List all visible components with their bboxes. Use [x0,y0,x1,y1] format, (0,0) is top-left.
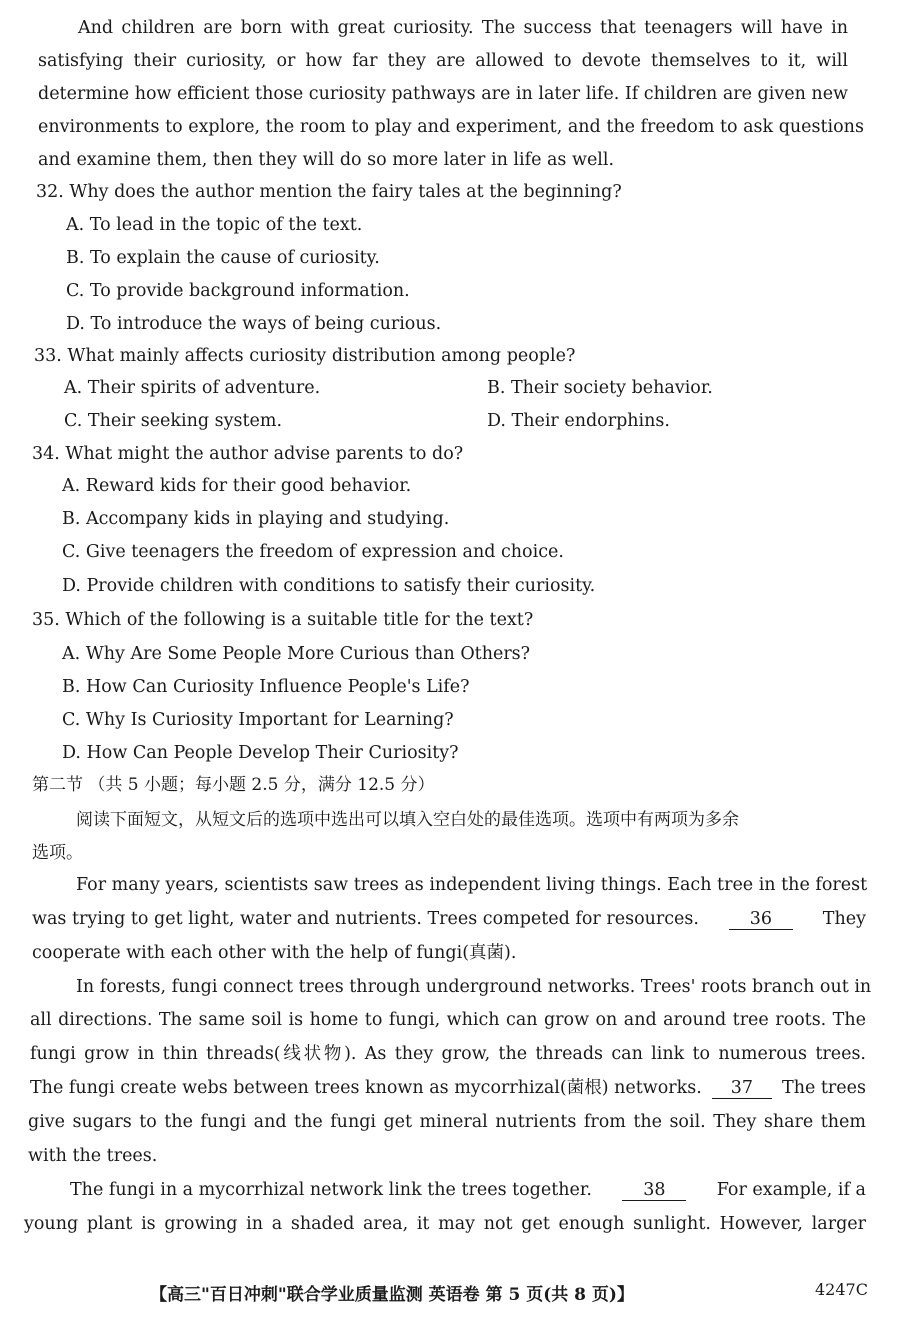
blank-38: 38 [622,1182,686,1201]
passage-line: environments to explore, the room to play and experiment, and the freedom to ask questions [38,117,864,137]
passage-line: cooperate with each other with the help of fungi(真菌). [32,943,517,963]
option-c: C. To provide background information. [66,281,410,301]
passage-line: give sugars to the fungi and the fungi get mineral nutrients from the soil. They share them [28,1112,866,1132]
passage-line: all directions. The same soil is home to fungi, which can grow on and around tree roots. The [30,1010,866,1030]
option-d: D. How Can People Develop Their Curiosity? [62,743,459,763]
option-a: A. Reward kids for their good behavior. [62,476,412,496]
text-segment: The trees [782,1078,866,1098]
passage-line [32,911,866,930]
option-b: B. Their society behavior. [487,378,713,398]
text-segment: They [822,909,866,929]
option-a: A. To lead in the topic of the text. [66,215,363,235]
question-stem: 34. What might the author advise parents to do? [32,444,464,464]
passage-line: young plant is growing in a shaded area, it may not get enough sunlight. However, larger [24,1214,866,1234]
option-b: B. How Can Curiosity Influence People's Life? [62,677,470,697]
question-stem: 35. Which of the following is a suitable title for the text? [32,610,534,630]
page-footer: 【高三"百日冲刺"联合学业质量监测 英语卷 第 5 页(共 8 页)】 [150,1285,634,1305]
text-segment: The fungi in a mycorrhizal network link the trees together. [70,1180,592,1200]
section-heading: 第二节 （共 5 小题；每小题 2.5 分，满分 12.5 分） [32,775,435,795]
question-stem: 33. What mainly affects curiosity distribution among people? [34,346,576,366]
passage-line: In forests, fungi connect trees through underground networks. Trees' roots branch out in [76,977,872,997]
passage-line: satisfying their curiosity, or how far they are allowed to devote themselves to it, will [38,51,848,71]
option-c: C. Their seeking system. [64,411,283,431]
option-d: D. Provide children with conditions to satisfy their curiosity. [62,576,596,596]
option-a: A. Why Are Some People More Curious than Others? [62,644,531,664]
passage-line: And children are born with great curiosity. The success that teenagers will have in [78,18,848,38]
blank-37: 37 [712,1080,772,1099]
option-c: C. Why Is Curiosity Important for Learning? [62,710,454,730]
passage-line [30,1080,866,1099]
option-a: A. Their spirits of adventure. [64,378,321,398]
passage-line: For many years, scientists saw trees as independent living things. Each tree in the forest [76,875,868,895]
passage-line [70,1182,866,1201]
section-instruction: 阅读下面短文，从短文后的选项中选出可以填入空白处的最佳选项。选项中有两项为多余 [76,810,739,830]
passage-line: with the trees. [28,1146,158,1166]
text-segment: The fungi create webs between trees known as mycorrhizal(菌根) networks. [30,1078,702,1098]
passage-line: and examine them, then they will do so more later in life as well. [38,150,615,170]
paper-code: 4247C [815,1280,868,1299]
passage-line: determine how efficient those curiosity pathways are in later life. If children are given new [38,84,849,104]
text-segment: For example, if a [716,1180,866,1200]
passage-line: fungi grow in thin threads(线状物). As they grow, the threads can link to numerous trees. [30,1044,866,1064]
option-c: C. Give teenagers the freedom of expression and choice. [62,542,564,562]
section-instruction: 选项。 [32,843,83,863]
option-b: B. To explain the cause of curiosity. [66,248,380,268]
question-stem: 32. Why does the author mention the fairy tales at the beginning? [36,182,622,202]
option-d: D. Their endorphins. [487,411,670,431]
text-segment: was trying to get light, water and nutrients. Trees competed for resources. [32,909,699,929]
blank-36: 36 [729,911,793,930]
option-d: D. To introduce the ways of being curious. [66,314,442,334]
option-b: B. Accompany kids in playing and studying. [62,509,450,529]
